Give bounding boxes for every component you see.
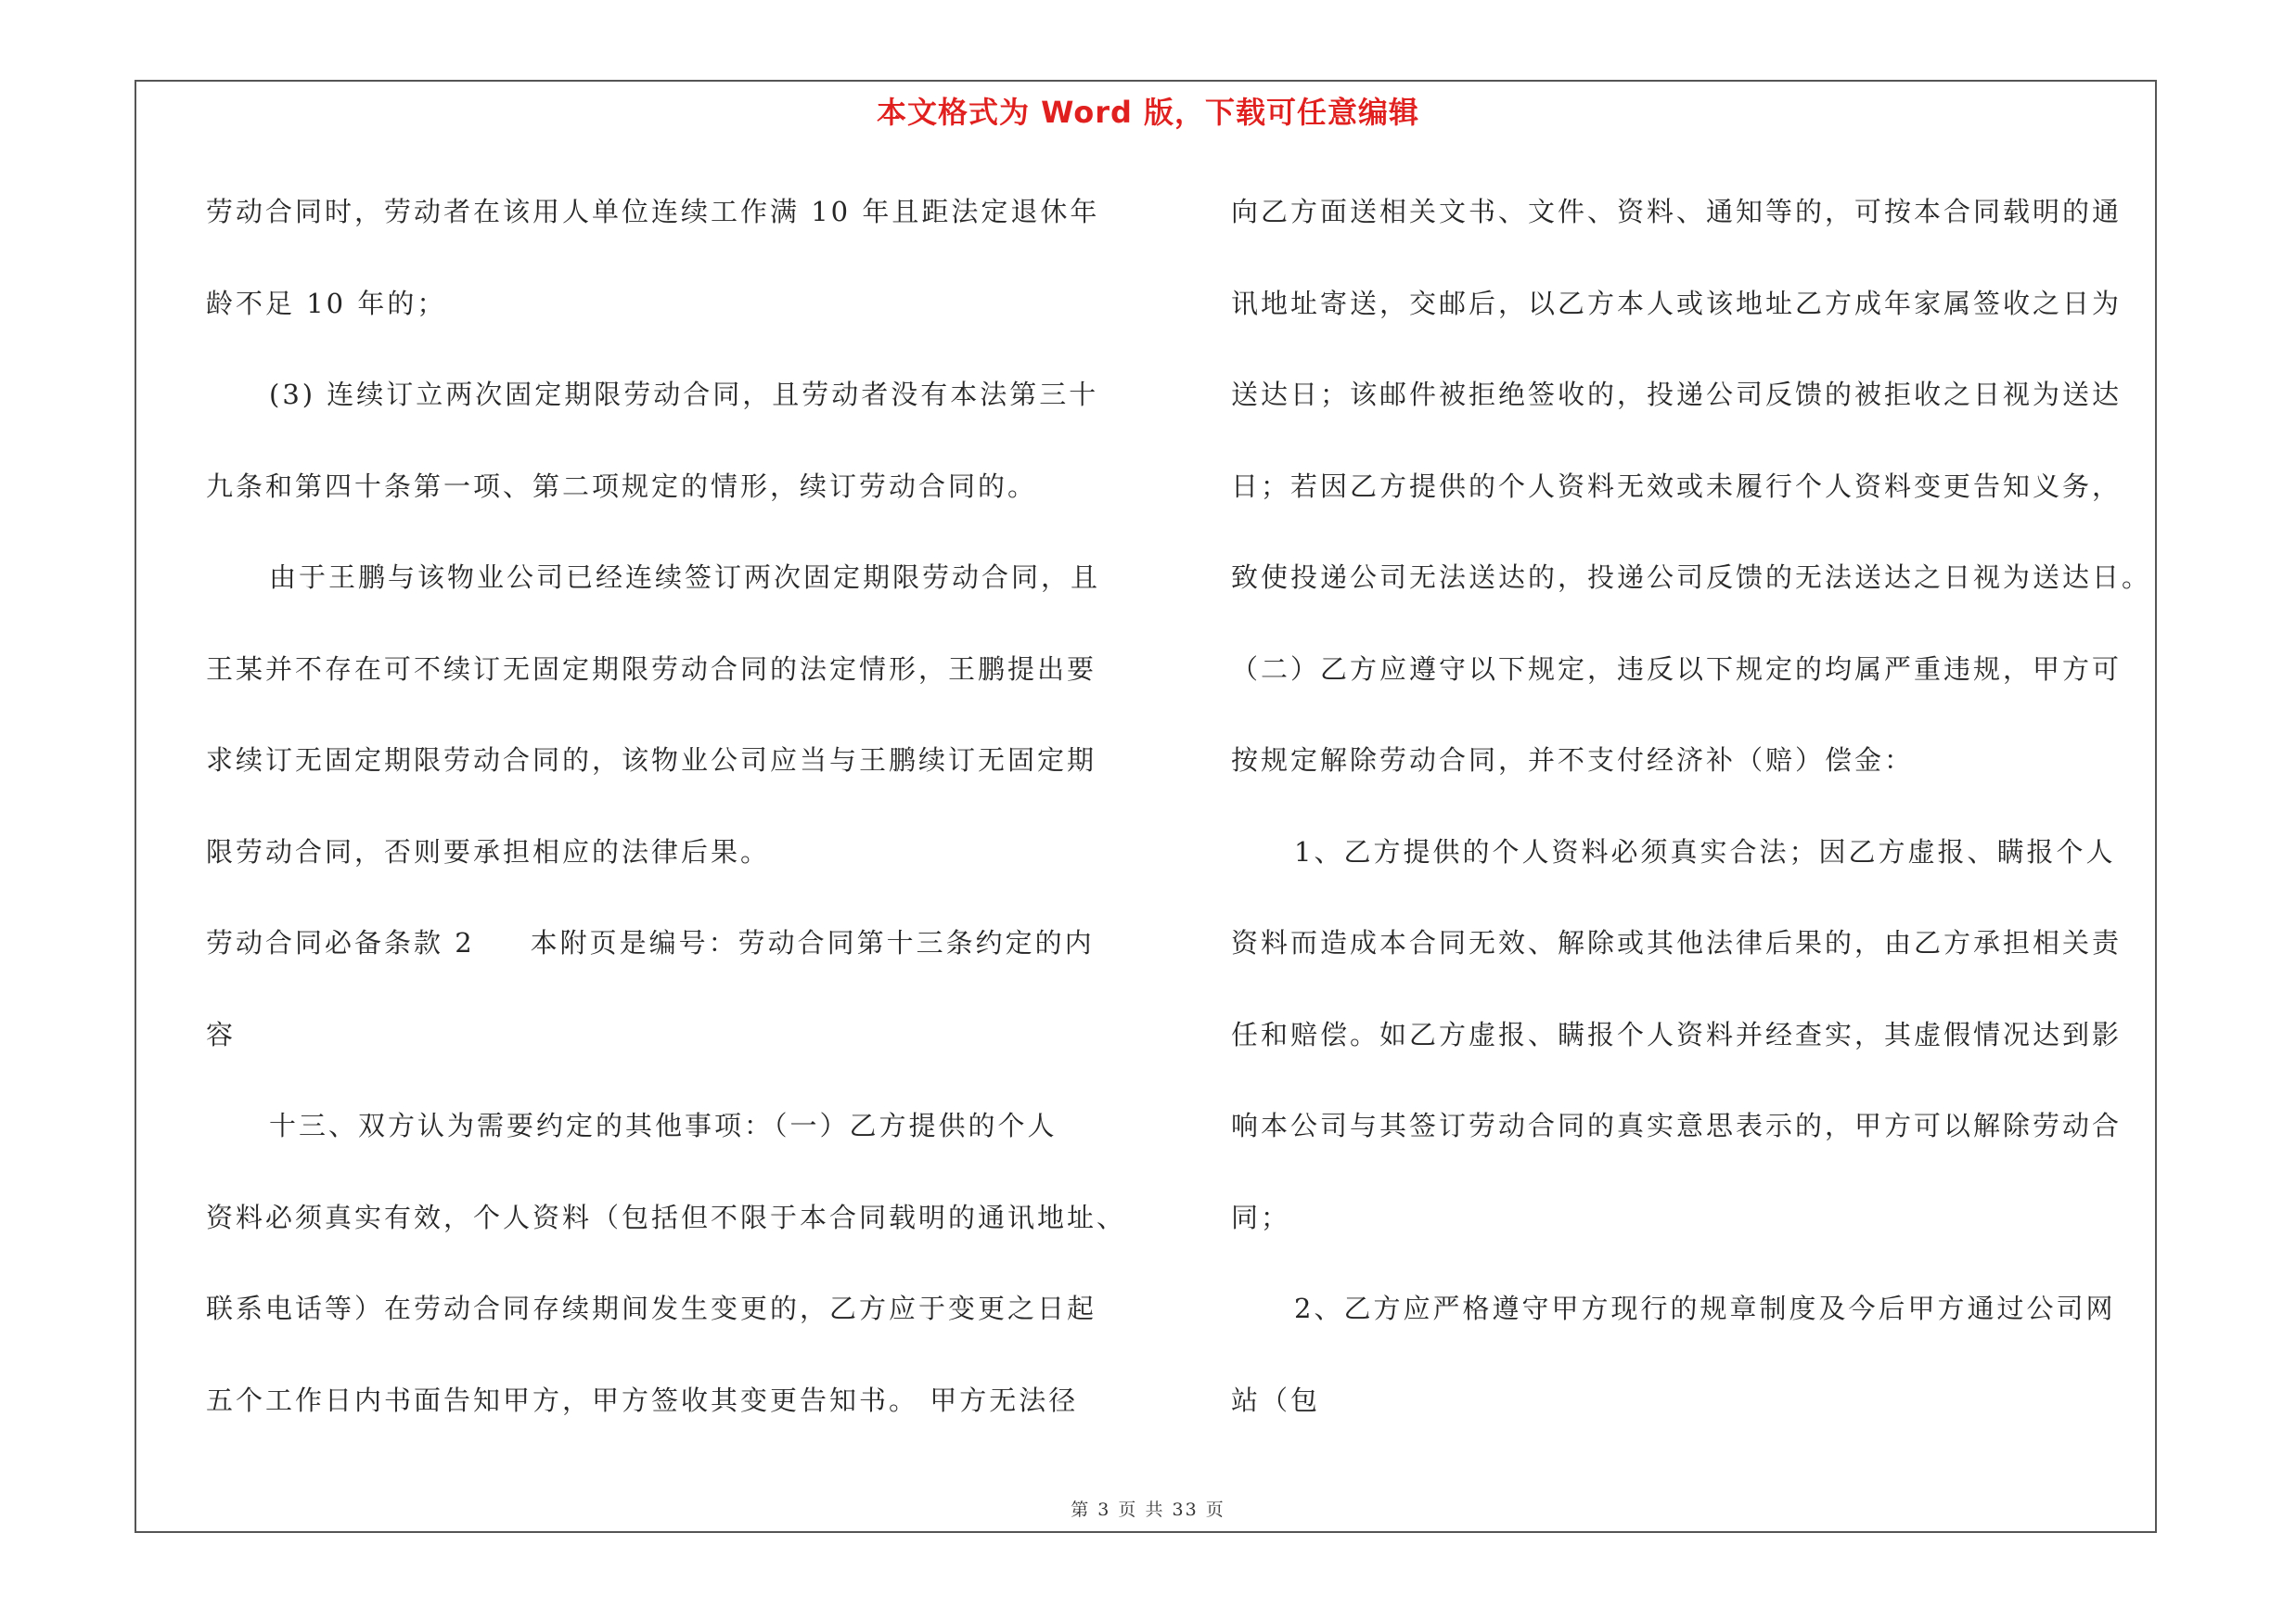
paragraph-line: 讯地址寄送，交邮后，以乙方本人或该地址乙方成年家属签收之日为 [1231, 287, 2123, 319]
paragraph-line: 五个工作日内书面告知甲方，甲方签收其变更告知书。 甲方无法径 [206, 1384, 1079, 1416]
paragraph-line: 求续订无固定期限劳动合同的，该物业公司应当与王鹏续订无固定期 [206, 744, 1097, 776]
paragraph-line: 响本公司与其签订劳动合同的真实意思表示的，甲方可以解除劳动合 [1231, 1110, 2123, 1141]
paragraph-line: 资料而造成本合同无效、解除或其他法律后果的，由乙方承担相关责 [1231, 927, 2123, 959]
paragraph-line: 容 [206, 1018, 237, 1050]
paragraph-line: 向乙方面送相关文书、文件、资料、通知等的，可按本合同载明的通 [1231, 196, 2123, 227]
section-heading-line [206, 915, 1134, 1007]
paragraph-line: 送达日；该邮件被拒绝签收的，投递公司反馈的被拒收之日视为送达 [1231, 379, 2123, 410]
paragraph-line: 资料必须真实有效，个人资料（包括但不限于本合同载明的通讯地址、 [206, 1201, 1127, 1233]
paragraph-line: (3) 连续订立两次固定期限劳动合同，且劳动者没有本法第三十 [269, 379, 1099, 410]
header-banner: 本文格式为 Word 版，下载可任意编辑 [876, 95, 1420, 130]
paragraph-line: 龄不足 10 年的； [206, 287, 447, 319]
paragraph-line: 九条和第四十条第一项、第二项规定的情形，续订劳动合同的。 [206, 470, 1038, 502]
paragraph-line: 任和赔偿。如乙方虚报、瞒报个人资料并经查实，其虚假情况达到影 [1231, 1018, 2123, 1050]
paragraph-line: （二）乙方应遵守以下规定，违反以下规定的均属严重违规，甲方可 [1231, 652, 2123, 685]
appendix-note: 本附页是编号：劳动合同第十三条约定的内 [530, 927, 1095, 959]
paragraph-line: 由于王鹏与该物业公司已经连续签订两次固定期限劳动合同，且 [269, 561, 1101, 593]
page-number: 第 3 页 共 33 页 [1071, 1500, 1225, 1520]
paragraph-line: 1、乙方提供的个人资料必须真实合法；因乙方虚报、瞒报个人 [1294, 835, 2116, 868]
paragraph-line: 按规定解除劳动合同，并不支付经济补（赔）偿金： [1231, 744, 1915, 776]
paragraph-line: 联系电话等）在劳动合同存续期间发生变更的，乙方应于变更之日起 [206, 1293, 1097, 1324]
section-heading: 劳动合同必备条款 2 [206, 927, 475, 959]
paragraph-line: 站（包 [1231, 1384, 1321, 1416]
paragraph-line: 日；若因乙方提供的个人资料无效或未履行个人资料变更告知义务， [1231, 470, 2123, 502]
paragraph-line: 致使投递公司无法送达的，投递公司反馈的无法送达之日视为送达日。 [1231, 561, 2152, 593]
paragraph-line: 2、乙方应严格遵守甲方现行的规章制度及今后甲方通过公司网 [1294, 1293, 2116, 1324]
paragraph-line: 同； [1231, 1201, 1291, 1233]
paragraph-line: 限劳动合同，否则要承担相应的法律后果。 [206, 835, 771, 868]
paragraph-line: 十三、双方认为需要约定的其他事项：（一）乙方提供的个人 [269, 1110, 1058, 1141]
paragraph-line: 王某并不存在可不续订无固定期限劳动合同的法定情形，王鹏提出要 [206, 652, 1097, 685]
paragraph-line: 劳动合同时，劳动者在该用人单位连续工作满 10 年且距法定退休年 [206, 196, 1100, 227]
right-column [1231, 184, 2168, 1463]
left-column [206, 184, 1134, 1463]
